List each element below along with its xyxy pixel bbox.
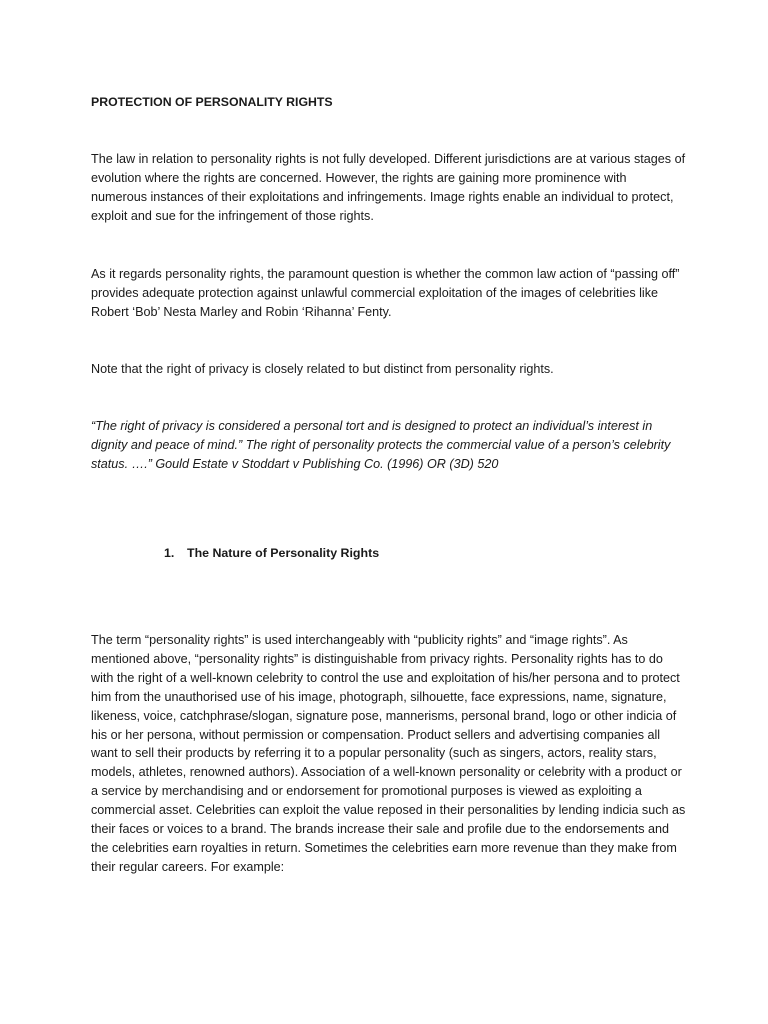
paragraph-passing-off: As it regards personality rights, the paramount question is whether the common law action of “passing off” provides adequate protection against unlawful commercial exploitation of the images of celebrities like Robert ‘Bob’ Nesta Marley and Robin ‘Rihanna’ Fenty. — [91, 267, 680, 319]
section-number: 1. — [164, 546, 175, 560]
paragraph-intro: The law in relation to personality rights is not fully developed. Different jurisdictions are at various stages of evolution where the rights are concerned. However, the rights are gaining more prominence with numerous instances of their exploitations and infringements. Image rights enable an individual to protect, exploit and sue for the infringement of those rights. — [91, 152, 686, 223]
paragraph-privacy-note: Note that the right of privacy is closely related to but distinct from personality rights. — [91, 362, 554, 376]
section-heading — [164, 544, 379, 563]
case-quote: “The right of privacy is considered a personal tort and is designed to protect an individual’s interest in dignity and peace of mind.” The right of personality protects the commercial value of a person’s celebrity status. ….” Gould Estate v Stoddart v Publishing Co. (1996) OR (3D) 520 — [91, 419, 671, 471]
section-title: The Nature of Personality Rights — [187, 546, 380, 560]
document-title: PROTECTION OF PERSONALITY RIGHTS — [91, 95, 333, 109]
paragraph-nature: The term “personality rights” is used interchangeably with “publicity rights” and “image rights”. As mentioned above, “personality rights” is distinguishable from privacy rights. Personality rights has to do with the right of a well-known celebrity to control the use and exploitation of his/her persona and to protect him from the unauthorised use of his image, photograph, silhouette, face expressions, name, signature, likeness, voice, catchphrase/slogan, signature pose, mannerisms, personal brand, logo or other indicia of his or her persona, without permission or compensation. Product sellers and advertising companies all want to sell their products by referring it to a popular personality (such as singers, actors, reality stars, models, athletes, renowned authors). Association of a well-known personality or celebrity with a product or a service by merchandising and or endorsement for promotional purposes is viewed as exploiting a commercial asset. Celebrities can exploit the value reposed in their personalities by lending indicia such as their faces or voices to a brand. The brands increase their sale and profile due to the endorsements and the celebrities earn royalties in return. Sometimes the celebrities earn more revenue than they make from their regular careers. For example: — [91, 633, 686, 874]
